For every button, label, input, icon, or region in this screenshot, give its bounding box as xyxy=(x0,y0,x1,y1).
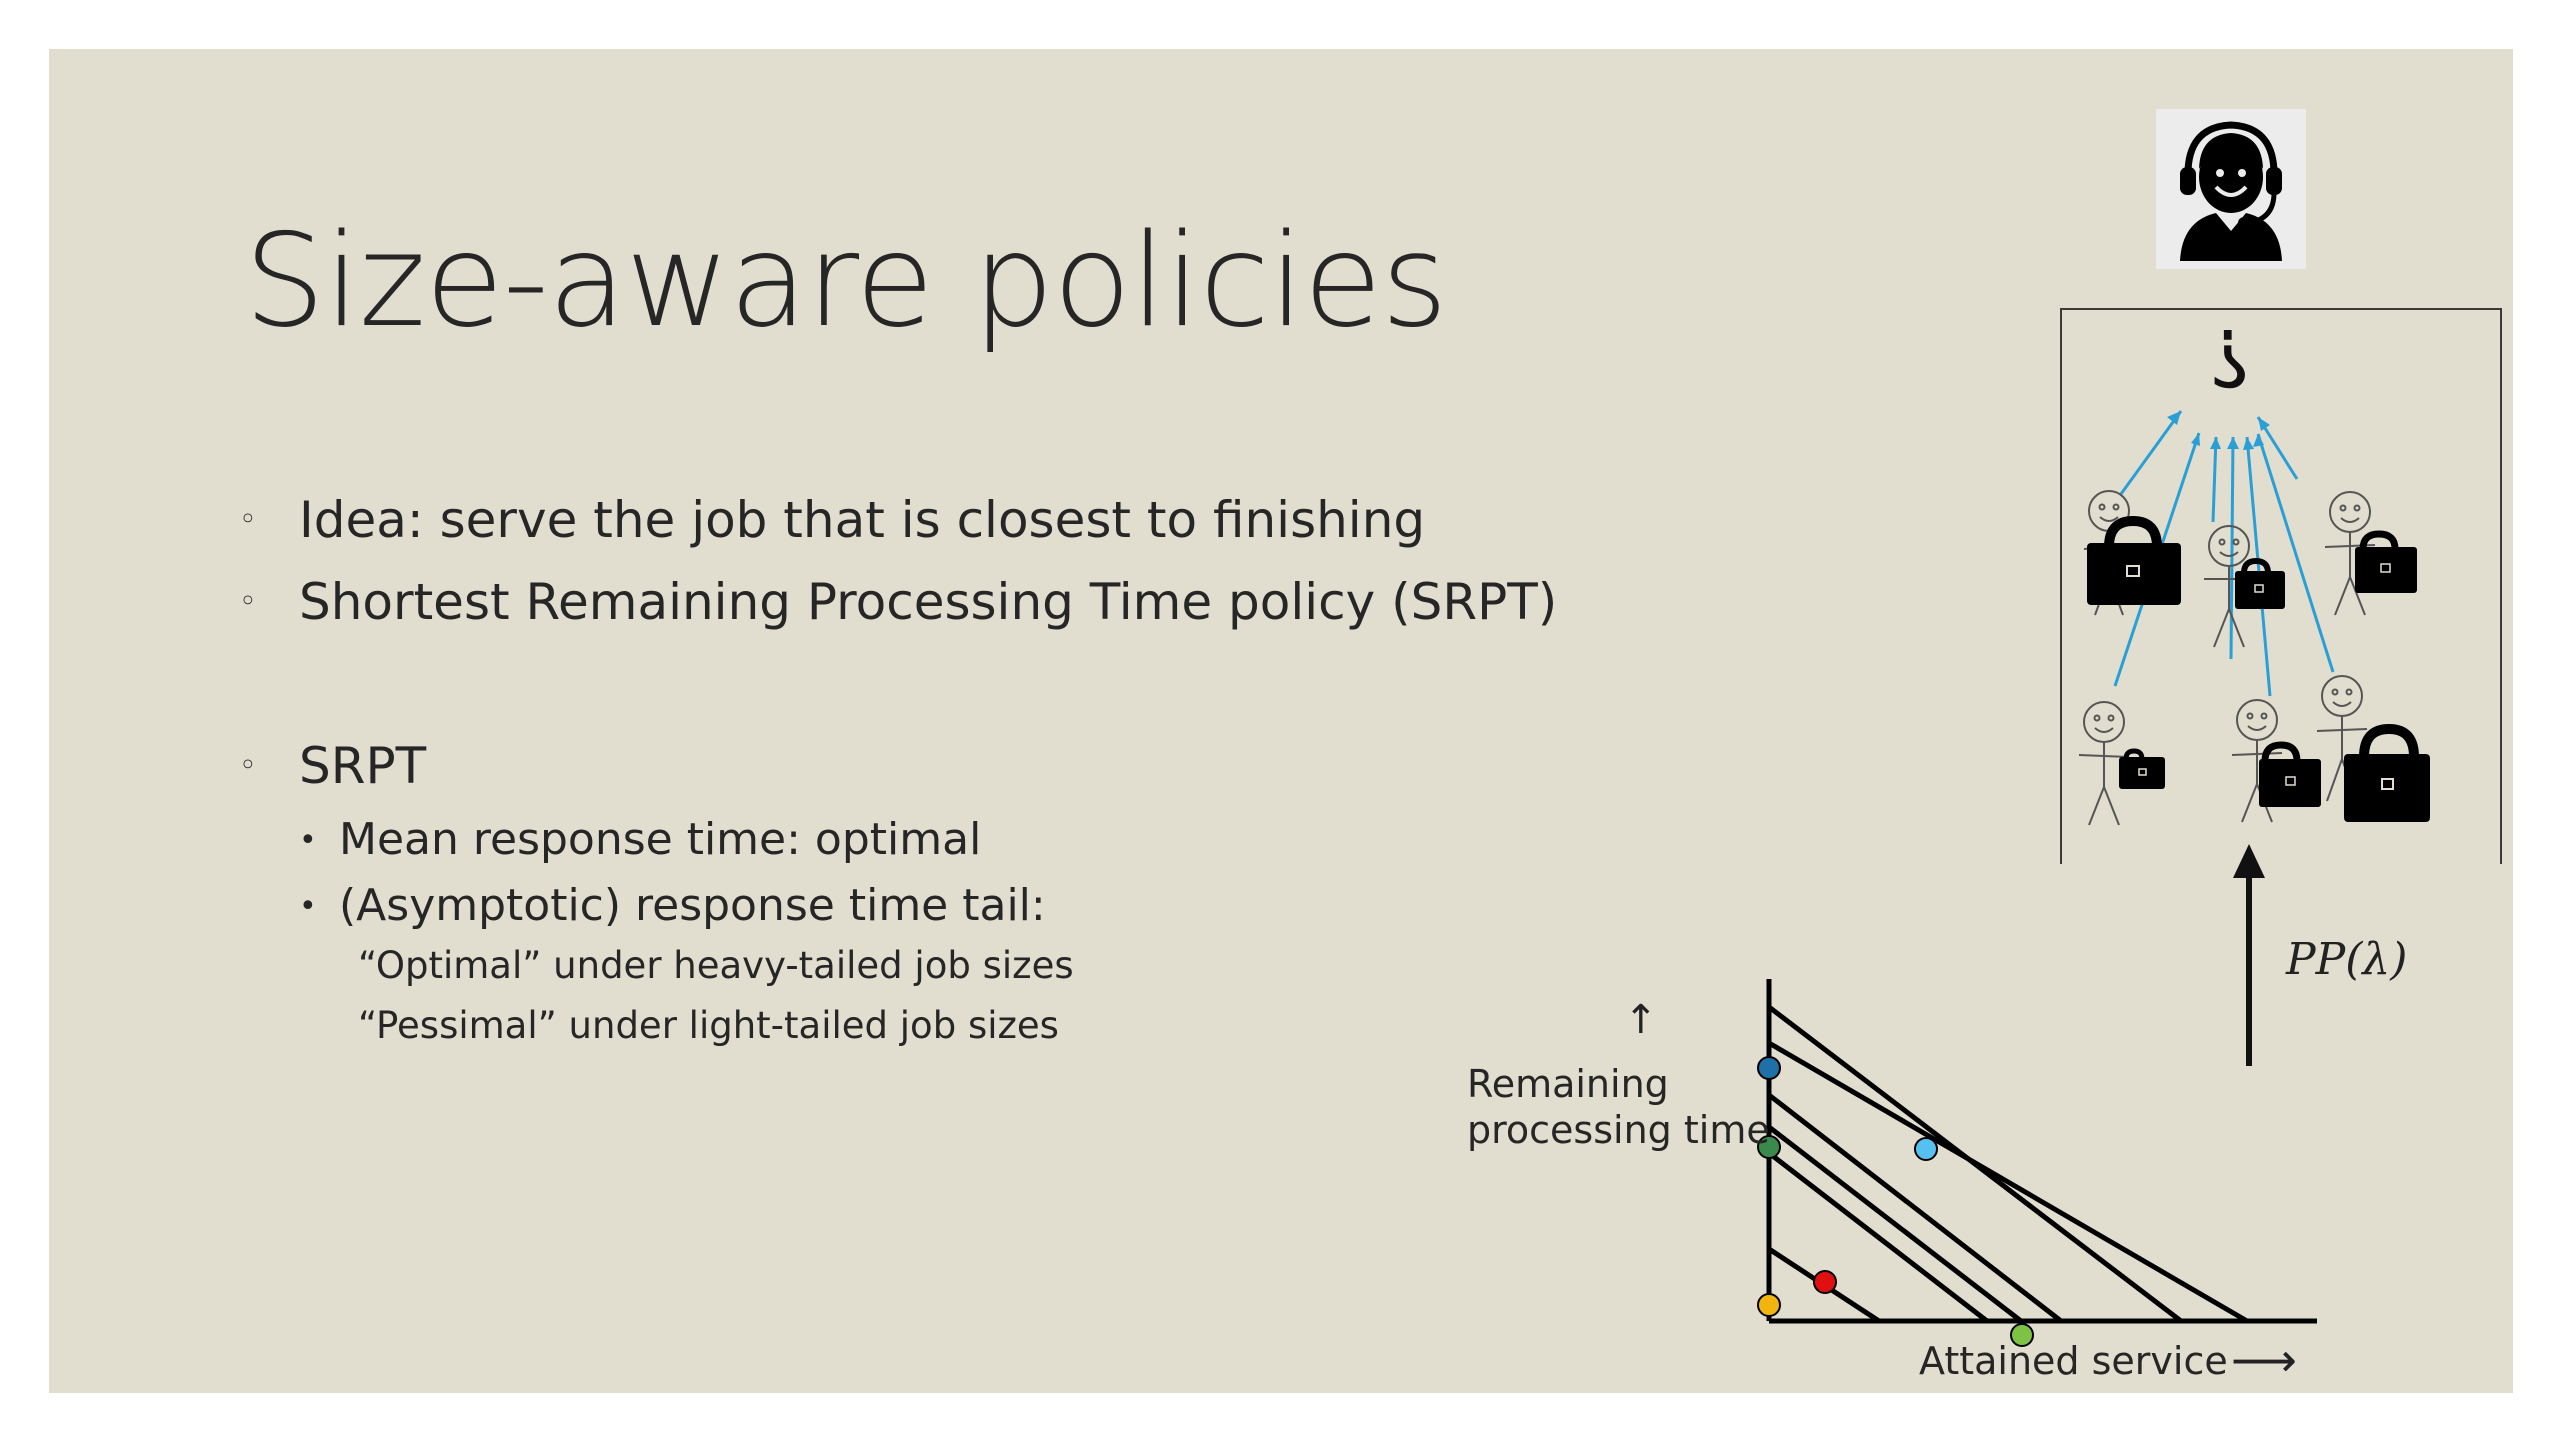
tail-note-optimal: “Optimal” under heavy-tailed job sizes xyxy=(358,944,1074,987)
arrival-process-label: PP(λ) xyxy=(2286,934,2408,985)
queue-diagram xyxy=(1999,249,2519,889)
sub-bullet-response-tail xyxy=(299,880,1046,931)
bullet-text: Shortest Remaining Processing Time policy (SRPT) xyxy=(299,573,1558,631)
job-dot xyxy=(1915,1138,1937,1160)
server-agent-icon xyxy=(2156,109,2306,269)
question-mark: ? xyxy=(2209,311,2251,401)
slide-title: Size-aware policies xyxy=(244,207,1447,356)
job-dot xyxy=(1758,1294,1780,1316)
bullet-text: Idea: serve the job that is closest to finishing xyxy=(299,491,1426,549)
y-axis-label-line1: Remaining xyxy=(1467,1062,1669,1106)
bullet-idea xyxy=(239,491,1425,549)
tail-note-pessimal: “Pessimal” under light-tailed job sizes xyxy=(358,1004,1059,1047)
srpt-plot xyxy=(1749,969,2389,1389)
sub-bullet-marker: • xyxy=(299,822,317,858)
up-arrow-icon: ↑ xyxy=(1624,997,1658,1043)
job-lines xyxy=(1769,1007,2247,1321)
bullet-text: SRPT xyxy=(299,737,427,795)
slide xyxy=(49,49,2513,1393)
job-dot xyxy=(1814,1271,1836,1293)
bullet-marker: ◦ xyxy=(239,584,257,619)
sub-bullet-text: Mean response time: optimal xyxy=(339,814,982,865)
bullet-marker: ◦ xyxy=(239,502,257,537)
x-axis-label: Attained service xyxy=(1919,1339,2228,1383)
sub-bullet-text: (Asymptotic) response time tail: xyxy=(339,880,1046,931)
bullet-srpt-definition xyxy=(239,573,1557,631)
sub-bullet-marker: • xyxy=(299,888,317,924)
sub-bullet-mean-response xyxy=(299,814,981,865)
right-arrow-icon: ⟶ xyxy=(2231,1333,2297,1387)
y-axis-label-line2: processing time xyxy=(1467,1108,1770,1152)
bullet-marker: ◦ xyxy=(239,748,257,783)
y-axis-label xyxy=(1467,1061,1770,1153)
bullet-srpt xyxy=(239,737,426,795)
